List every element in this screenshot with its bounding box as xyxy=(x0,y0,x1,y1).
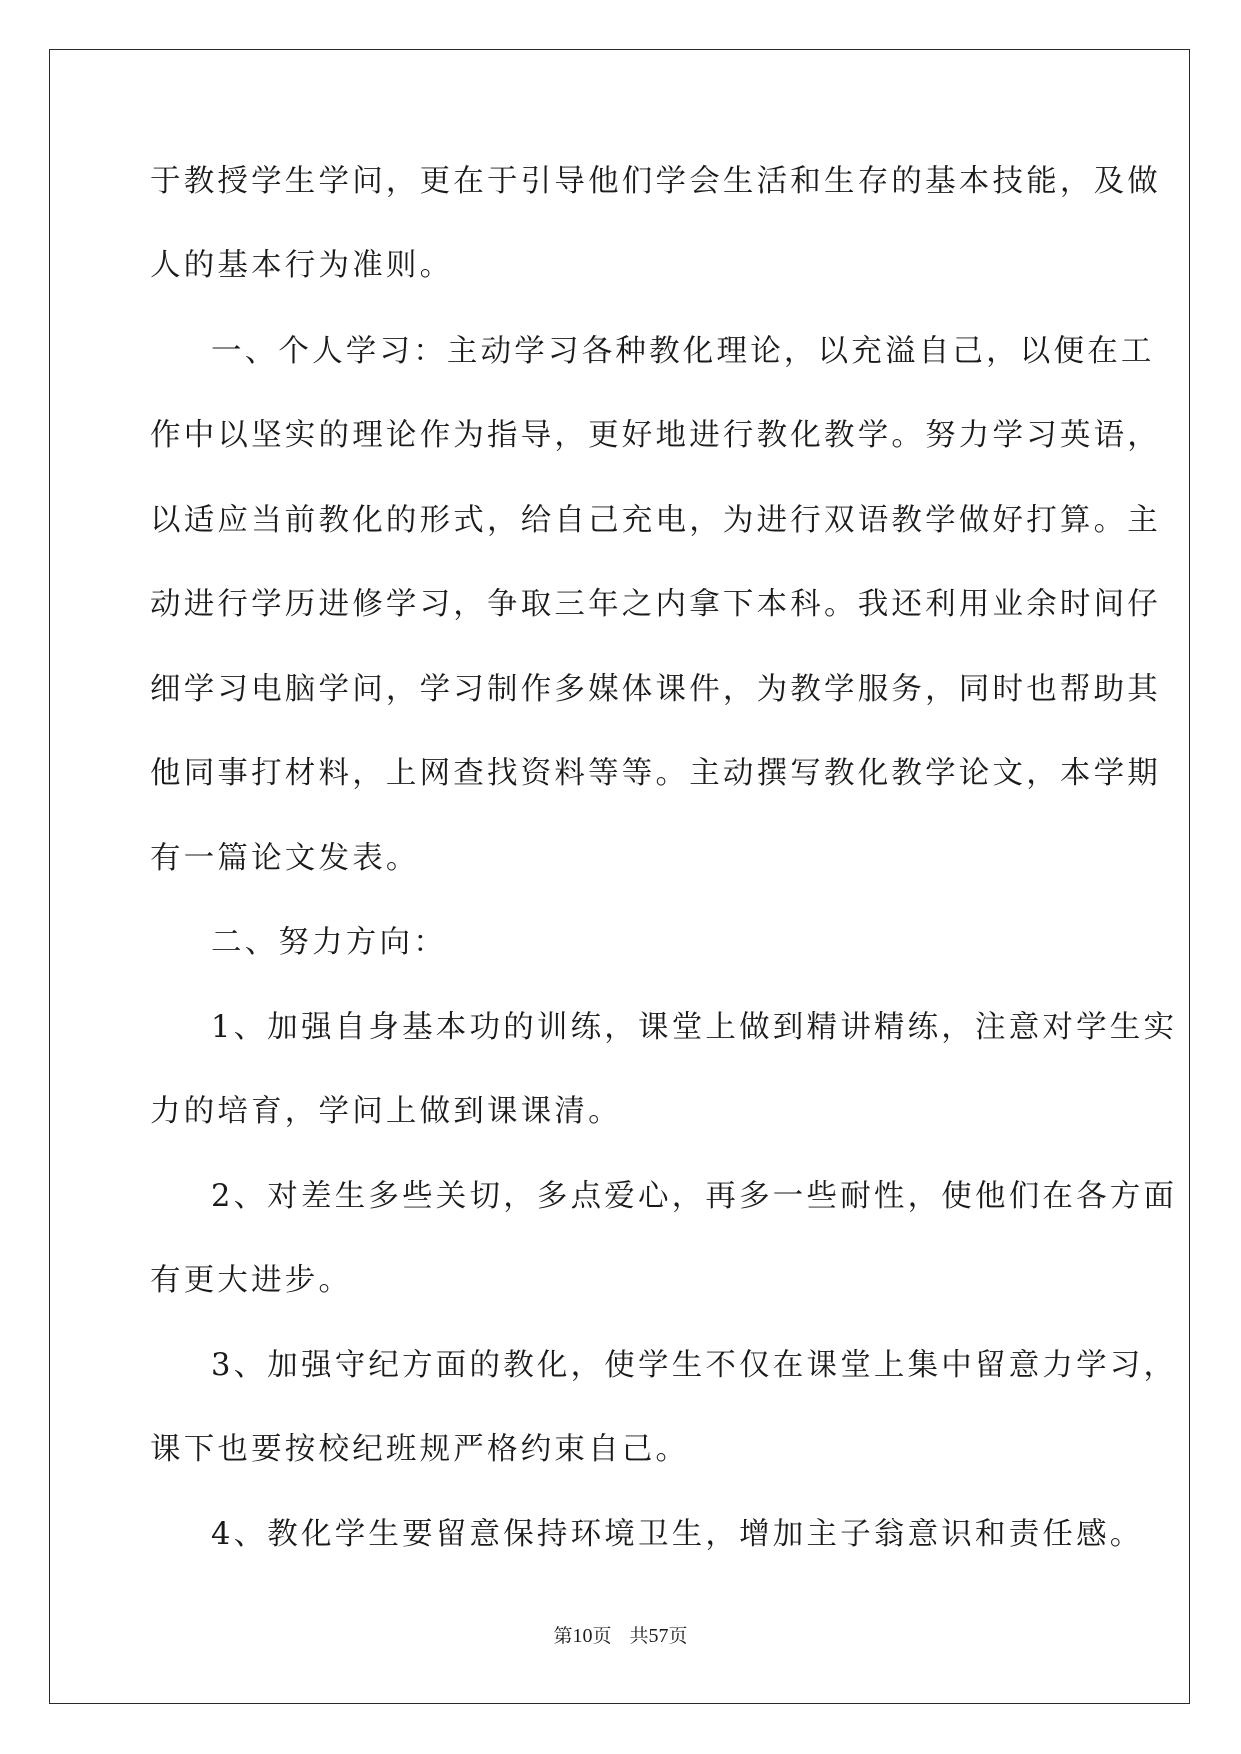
item-3-line-2: 课下也要按校纪班规严格约束自己。 xyxy=(150,1432,690,1467)
page-footer xyxy=(0,1624,1241,1648)
text-line-2: 人的基本行为准则。 xyxy=(150,248,454,283)
text-line-7: 细学习电脑学问，学习制作多媒体课件，为教学服务，同时也帮助其 xyxy=(150,672,1161,707)
item-3-line-1: 3、加强守纪方面的教化，使学生不仅在课堂上集中留意力学习， xyxy=(211,1348,1178,1383)
item-2-line-1: 2、对差生多些关切，多点爱心，再多一些耐性，使他们在各方面 xyxy=(211,1179,1178,1214)
total-pages: 57 xyxy=(648,1625,669,1647)
total-prefix: 共 xyxy=(629,1625,649,1647)
section-two-heading: 二、努力方向： xyxy=(211,925,447,960)
text-line-5: 以适应当前教化的形式，给自己充电，为进行双语教学做好打算。主 xyxy=(150,503,1161,538)
total-suffix: 页 xyxy=(668,1625,688,1647)
text-line-9: 有一篇论文发表。 xyxy=(150,841,420,876)
item-4-line-1: 4、教化学生要留意保持环境卫生，增加主子翁意识和责任感。 xyxy=(211,1517,1144,1552)
text-line-8: 他同事打材料，上网查找资料等等。主动撰写教化教学论文，本学期 xyxy=(150,756,1161,791)
page-prefix: 第 xyxy=(553,1625,573,1647)
item-1-line-1: 1、加强自身基本功的训练，课堂上做到精讲精练，注意对学生实 xyxy=(211,1010,1178,1045)
page-number: 10 xyxy=(572,1625,593,1647)
item-1-line-2: 力的培育，学问上做到课课清。 xyxy=(150,1094,622,1129)
item-2-line-2: 有更大进步。 xyxy=(150,1263,353,1298)
text-line-6: 动进行学历进修学习，争取三年之内拿下本科。我还利用业余时间仔 xyxy=(150,587,1161,622)
text-line-1: 于教授学生学问，更在于引导他们学会生活和生存的基本技能，及做 xyxy=(150,164,1161,199)
page-suffix: 页 xyxy=(592,1625,612,1647)
text-line-4: 作中以坚实的理论作为指导，更好地进行教化教学。努力学习英语， xyxy=(150,418,1161,453)
section-one-heading-line: 一、个人学习：主动学习各种教化理论，以充溢自己，以便在工 xyxy=(211,334,1155,369)
